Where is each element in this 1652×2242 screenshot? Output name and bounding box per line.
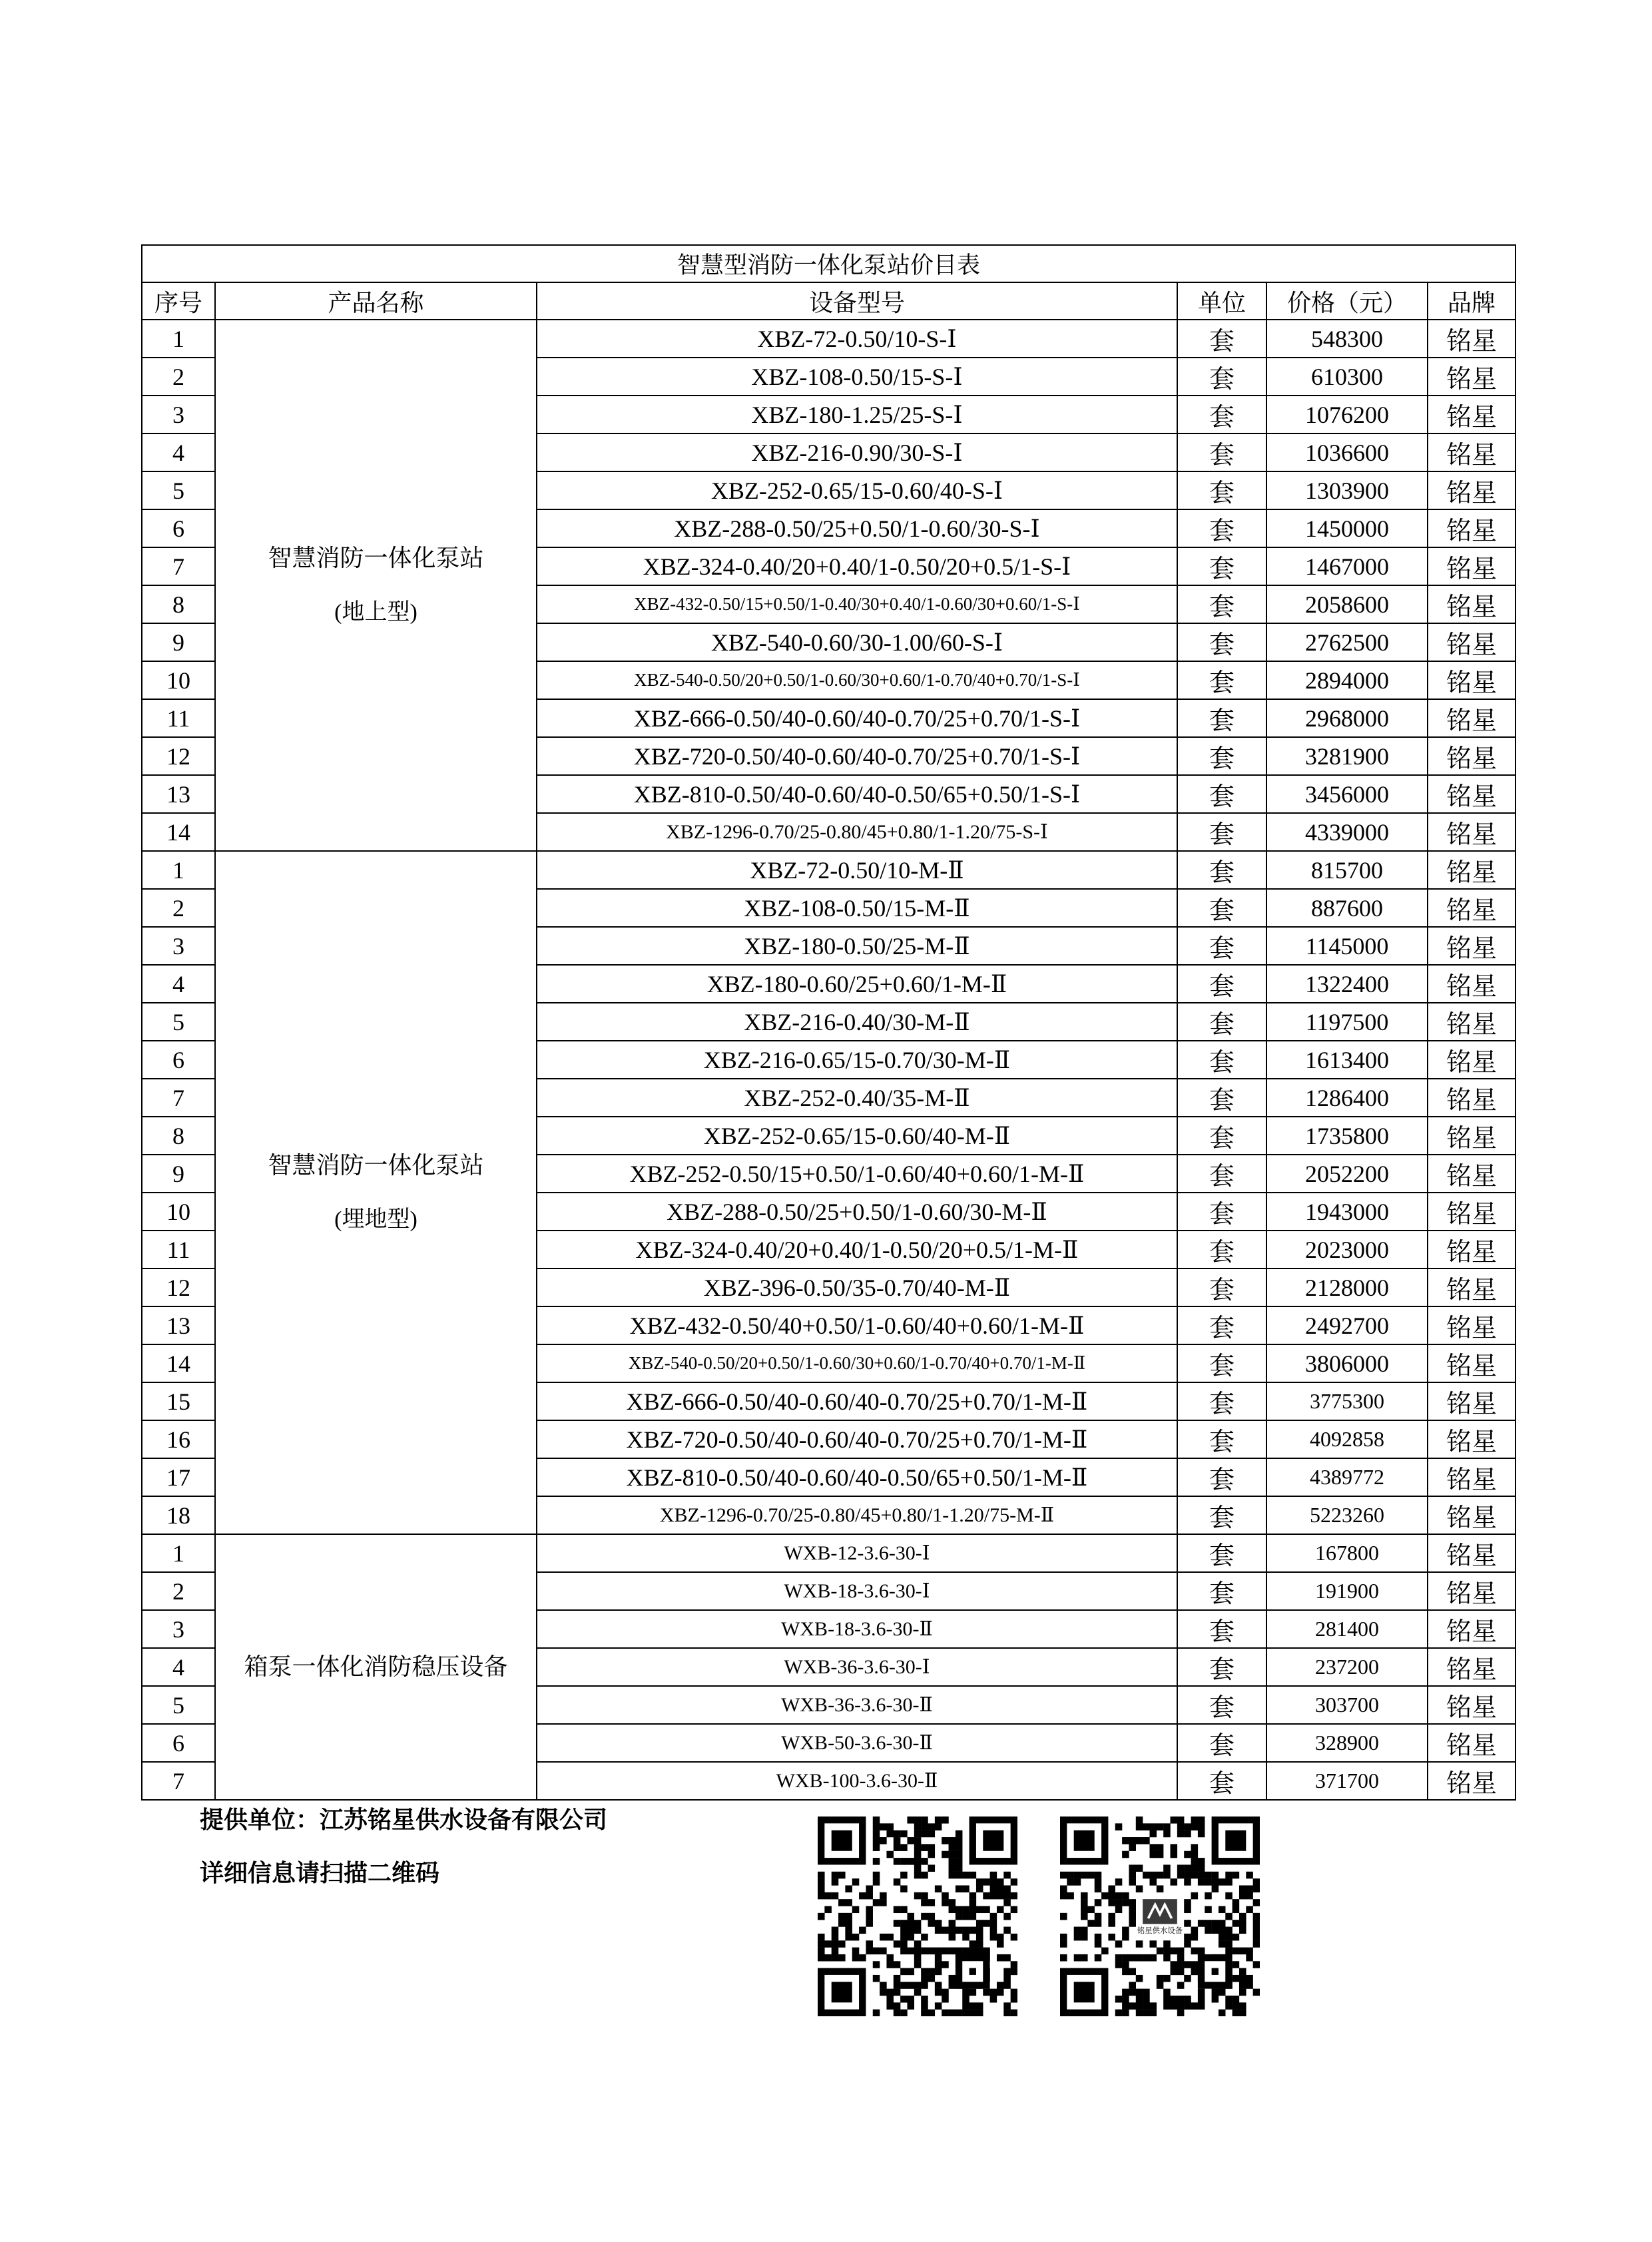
unit-cell: 套 bbox=[1177, 358, 1266, 396]
brand-cell: 铭星 bbox=[1428, 1344, 1515, 1382]
price-cell: 5223260 bbox=[1266, 1496, 1428, 1534]
header-price: 价格（元） bbox=[1266, 282, 1428, 320]
brand-cell: 铭星 bbox=[1428, 1268, 1515, 1306]
price-cell: 3456000 bbox=[1266, 775, 1428, 813]
price-cell: 1613400 bbox=[1266, 1041, 1428, 1079]
row-index: 6 bbox=[142, 509, 215, 547]
provider-text: 提供单位：江苏铭星供水设备有限公司 bbox=[200, 1807, 608, 1834]
brand-cell: 铭星 bbox=[1428, 1610, 1515, 1648]
row-index: 1 bbox=[142, 320, 215, 358]
unit-cell: 套 bbox=[1177, 1079, 1266, 1117]
qr-code-icon bbox=[818, 1817, 1017, 2016]
brand-cell: 铭星 bbox=[1428, 1117, 1515, 1155]
row-index: 7 bbox=[142, 1079, 215, 1117]
model-cell: XBZ-180-1.25/25-S-Ⅰ bbox=[537, 396, 1177, 433]
product-type: (地上型) bbox=[334, 600, 417, 625]
price-cell: 610300 bbox=[1266, 358, 1428, 396]
brand-cell: 铭星 bbox=[1428, 396, 1515, 433]
unit-cell: 套 bbox=[1177, 396, 1266, 433]
row-index: 3 bbox=[142, 927, 215, 965]
price-cell: 1145000 bbox=[1266, 927, 1428, 965]
unit-cell: 套 bbox=[1177, 1762, 1266, 1800]
brand-cell: 铭星 bbox=[1428, 1041, 1515, 1079]
unit-cell: 套 bbox=[1177, 471, 1266, 509]
model-cell: XBZ-72-0.50/10-S-Ⅰ bbox=[537, 320, 1177, 358]
brand-cell: 铭星 bbox=[1428, 547, 1515, 585]
brand-cell: 铭星 bbox=[1428, 1534, 1515, 1572]
product-name-cell bbox=[215, 851, 537, 1534]
model-cell: WXB-36-3.6-30-Ⅱ bbox=[537, 1686, 1177, 1724]
model-cell: XBZ-180-0.50/25-M-Ⅱ bbox=[537, 927, 1177, 965]
model-cell: XBZ-666-0.50/40-0.60/40-0.70/25+0.70/1-S-Ⅰ bbox=[537, 699, 1177, 737]
row-index: 6 bbox=[142, 1041, 215, 1079]
row-index: 14 bbox=[142, 813, 215, 851]
price-cell: 3806000 bbox=[1266, 1344, 1428, 1382]
unit-cell: 套 bbox=[1177, 547, 1266, 585]
brand-cell: 铭星 bbox=[1428, 1686, 1515, 1724]
unit-cell: 套 bbox=[1177, 927, 1266, 965]
row-index: 2 bbox=[142, 1572, 215, 1610]
row-index: 10 bbox=[142, 661, 215, 699]
header-brand: 品牌 bbox=[1428, 282, 1515, 320]
brand-cell: 铭星 bbox=[1428, 1572, 1515, 1610]
brand-cell: 铭星 bbox=[1428, 1306, 1515, 1344]
scan-hint-text: 详细信息请扫描二维码 bbox=[200, 1860, 440, 1887]
table-row bbox=[142, 851, 1515, 889]
brand-cell: 铭星 bbox=[1428, 471, 1515, 509]
qr-code-icon-with-logo bbox=[1060, 1817, 1260, 2016]
unit-cell: 套 bbox=[1177, 1534, 1266, 1572]
product-type: (埋地型) bbox=[334, 1207, 417, 1232]
model-cell: WXB-50-3.6-30-Ⅱ bbox=[537, 1724, 1177, 1762]
model-cell: XBZ-1296-0.70/25-0.80/45+0.80/1-1.20/75-M-Ⅱ bbox=[537, 1496, 1177, 1534]
price-cell: 4339000 bbox=[1266, 813, 1428, 851]
price-cell: 3281900 bbox=[1266, 737, 1428, 775]
model-cell: XBZ-540-0.50/20+0.50/1-0.60/30+0.60/1-0.70/40+0.70/1-M-Ⅱ bbox=[537, 1344, 1177, 1382]
unit-cell: 套 bbox=[1177, 1268, 1266, 1306]
row-index: 1 bbox=[142, 1534, 215, 1572]
model-cell: XBZ-540-0.50/20+0.50/1-0.60/30+0.60/1-0.70/40+0.70/1-S-Ⅰ bbox=[537, 661, 1177, 699]
brand-cell: 铭星 bbox=[1428, 813, 1515, 851]
model-cell: XBZ-432-0.50/15+0.50/1-0.40/30+0.40/1-0.60/30+0.60/1-S-Ⅰ bbox=[537, 585, 1177, 623]
row-index: 4 bbox=[142, 965, 215, 1003]
model-cell: WXB-12-3.6-30-Ⅰ bbox=[537, 1534, 1177, 1572]
model-cell: XBZ-108-0.50/15-S-Ⅰ bbox=[537, 358, 1177, 396]
model-cell: XBZ-810-0.50/40-0.60/40-0.50/65+0.50/1-M-Ⅱ bbox=[537, 1458, 1177, 1496]
model-cell: XBZ-252-0.40/35-M-Ⅱ bbox=[537, 1079, 1177, 1117]
row-index: 14 bbox=[142, 1344, 215, 1382]
brand-cell: 铭星 bbox=[1428, 1420, 1515, 1458]
price-cell: 2894000 bbox=[1266, 661, 1428, 699]
price-cell: 303700 bbox=[1266, 1686, 1428, 1724]
model-cell: XBZ-216-0.90/30-S-Ⅰ bbox=[537, 433, 1177, 471]
unit-cell: 套 bbox=[1177, 1306, 1266, 1344]
price-cell: 281400 bbox=[1266, 1610, 1428, 1648]
row-index: 5 bbox=[142, 1003, 215, 1041]
unit-cell: 套 bbox=[1177, 1117, 1266, 1155]
unit-cell: 套 bbox=[1177, 775, 1266, 813]
model-cell: XBZ-396-0.50/35-0.70/40-M-Ⅱ bbox=[537, 1268, 1177, 1306]
model-cell: WXB-100-3.6-30-Ⅱ bbox=[537, 1762, 1177, 1800]
unit-cell: 套 bbox=[1177, 737, 1266, 775]
row-index: 10 bbox=[142, 1193, 215, 1231]
price-cell: 1467000 bbox=[1266, 547, 1428, 585]
unit-cell: 套 bbox=[1177, 813, 1266, 851]
price-cell: 2762500 bbox=[1266, 623, 1428, 661]
model-cell: XBZ-216-0.40/30-M-Ⅱ bbox=[537, 1003, 1177, 1041]
brand-cell: 铭星 bbox=[1428, 1724, 1515, 1762]
brand-cell: 铭星 bbox=[1428, 965, 1515, 1003]
row-index: 16 bbox=[142, 1420, 215, 1458]
unit-cell: 套 bbox=[1177, 1420, 1266, 1458]
table-body bbox=[142, 320, 1515, 1800]
brand-cell: 铭星 bbox=[1428, 433, 1515, 471]
model-cell: XBZ-324-0.40/20+0.40/1-0.50/20+0.5/1-M-Ⅱ bbox=[537, 1231, 1177, 1268]
row-index: 5 bbox=[142, 1686, 215, 1724]
model-cell: WXB-18-3.6-30-Ⅱ bbox=[537, 1610, 1177, 1648]
unit-cell: 套 bbox=[1177, 1382, 1266, 1420]
row-index: 13 bbox=[142, 775, 215, 813]
price-cell: 4092858 bbox=[1266, 1420, 1428, 1458]
price-cell: 2968000 bbox=[1266, 699, 1428, 737]
price-cell: 1735800 bbox=[1266, 1117, 1428, 1155]
brand-cell: 铭星 bbox=[1428, 1003, 1515, 1041]
product-name-cell bbox=[215, 320, 537, 851]
price-cell: 1943000 bbox=[1266, 1193, 1428, 1231]
brand-cell: 铭星 bbox=[1428, 1382, 1515, 1420]
brand-cell: 铭星 bbox=[1428, 1193, 1515, 1231]
row-index: 3 bbox=[142, 396, 215, 433]
price-cell: 815700 bbox=[1266, 851, 1428, 889]
brand-cell: 铭星 bbox=[1428, 623, 1515, 661]
unit-cell: 套 bbox=[1177, 1003, 1266, 1041]
price-cell: 2058600 bbox=[1266, 585, 1428, 623]
row-index: 8 bbox=[142, 585, 215, 623]
price-cell: 2128000 bbox=[1266, 1268, 1428, 1306]
row-index: 4 bbox=[142, 1648, 215, 1686]
model-cell: WXB-18-3.6-30-Ⅰ bbox=[537, 1572, 1177, 1610]
price-cell: 1036600 bbox=[1266, 433, 1428, 471]
price-cell: 167800 bbox=[1266, 1534, 1428, 1572]
price-cell: 1197500 bbox=[1266, 1003, 1428, 1041]
header-index: 序号 bbox=[142, 282, 215, 320]
unit-cell: 套 bbox=[1177, 965, 1266, 1003]
unit-cell: 套 bbox=[1177, 1686, 1266, 1724]
table-row bbox=[142, 320, 1515, 358]
row-index: 7 bbox=[142, 547, 215, 585]
price-table bbox=[141, 244, 1516, 1801]
model-cell: XBZ-252-0.65/15-0.60/40-M-Ⅱ bbox=[537, 1117, 1177, 1155]
row-index: 7 bbox=[142, 1762, 215, 1800]
price-cell: 2492700 bbox=[1266, 1306, 1428, 1344]
brand-cell: 铭星 bbox=[1428, 927, 1515, 965]
row-index: 18 bbox=[142, 1496, 215, 1534]
price-cell: 1322400 bbox=[1266, 965, 1428, 1003]
price-cell: 371700 bbox=[1266, 1762, 1428, 1800]
brand-cell: 铭星 bbox=[1428, 737, 1515, 775]
model-cell: XBZ-1296-0.70/25-0.80/45+0.80/1-1.20/75-S-Ⅰ bbox=[537, 813, 1177, 851]
brand-cell: 铭星 bbox=[1428, 358, 1515, 396]
row-index: 17 bbox=[142, 1458, 215, 1496]
row-index: 8 bbox=[142, 1117, 215, 1155]
header-unit: 单位 bbox=[1177, 282, 1266, 320]
brand-cell: 铭星 bbox=[1428, 1458, 1515, 1496]
price-cell: 548300 bbox=[1266, 320, 1428, 358]
brand-cell: 铭星 bbox=[1428, 1762, 1515, 1800]
model-cell: XBZ-108-0.50/15-M-Ⅱ bbox=[537, 889, 1177, 927]
price-cell: 191900 bbox=[1266, 1572, 1428, 1610]
unit-cell: 套 bbox=[1177, 889, 1266, 927]
unit-cell: 套 bbox=[1177, 1155, 1266, 1193]
row-index: 6 bbox=[142, 1724, 215, 1762]
model-cell: XBZ-324-0.40/20+0.40/1-0.50/20+0.5/1-S-Ⅰ bbox=[537, 547, 1177, 585]
model-cell: XBZ-540-0.60/30-1.00/60-S-Ⅰ bbox=[537, 623, 1177, 661]
product-name: 智慧消防一体化泵站 bbox=[268, 1152, 484, 1179]
model-cell: XBZ-72-0.50/10-M-Ⅱ bbox=[537, 851, 1177, 889]
model-cell: XBZ-252-0.50/15+0.50/1-0.60/40+0.60/1-M-Ⅱ bbox=[537, 1155, 1177, 1193]
brand-cell: 铭星 bbox=[1428, 851, 1515, 889]
brand-cell: 铭星 bbox=[1428, 509, 1515, 547]
price-cell: 2023000 bbox=[1266, 1231, 1428, 1268]
product-name: 箱泵一体化消防稳压设备 bbox=[244, 1653, 508, 1681]
unit-cell: 套 bbox=[1177, 509, 1266, 547]
price-cell: 1286400 bbox=[1266, 1079, 1428, 1117]
row-index: 12 bbox=[142, 737, 215, 775]
price-cell: 3775300 bbox=[1266, 1382, 1428, 1420]
row-index: 4 bbox=[142, 433, 215, 471]
price-cell: 328900 bbox=[1266, 1724, 1428, 1762]
unit-cell: 套 bbox=[1177, 1648, 1266, 1686]
model-cell: XBZ-720-0.50/40-0.60/40-0.70/25+0.70/1-S-Ⅰ bbox=[537, 737, 1177, 775]
svg-text:铭星供水设备: 铭星供水设备 bbox=[1137, 1925, 1183, 1935]
unit-cell: 套 bbox=[1177, 320, 1266, 358]
row-index: 11 bbox=[142, 1231, 215, 1268]
product-name: 智慧消防一体化泵站 bbox=[268, 545, 484, 572]
unit-cell: 套 bbox=[1177, 433, 1266, 471]
row-index: 12 bbox=[142, 1268, 215, 1306]
price-cell: 2052200 bbox=[1266, 1155, 1428, 1193]
row-index: 9 bbox=[142, 1155, 215, 1193]
price-cell: 887600 bbox=[1266, 889, 1428, 927]
model-cell: XBZ-432-0.50/40+0.50/1-0.60/40+0.60/1-M-Ⅱ bbox=[537, 1306, 1177, 1344]
price-cell: 237200 bbox=[1266, 1648, 1428, 1686]
unit-cell: 套 bbox=[1177, 1344, 1266, 1382]
row-index: 1 bbox=[142, 851, 215, 889]
unit-cell: 套 bbox=[1177, 1231, 1266, 1268]
unit-cell: 套 bbox=[1177, 623, 1266, 661]
table-title: 智慧型消防一体化泵站价目表 bbox=[142, 245, 1515, 282]
brand-cell: 铭星 bbox=[1428, 661, 1515, 699]
brand-cell: 铭星 bbox=[1428, 775, 1515, 813]
row-index: 15 bbox=[142, 1382, 215, 1420]
brand-cell: 铭星 bbox=[1428, 1079, 1515, 1117]
price-cell: 1303900 bbox=[1266, 471, 1428, 509]
row-index: 11 bbox=[142, 699, 215, 737]
model-cell: XBZ-720-0.50/40-0.60/40-0.70/25+0.70/1-M-Ⅱ bbox=[537, 1420, 1177, 1458]
model-cell: XBZ-288-0.50/25+0.50/1-0.60/30-M-Ⅱ bbox=[537, 1193, 1177, 1231]
brand-cell: 铭星 bbox=[1428, 699, 1515, 737]
price-cell: 4389772 bbox=[1266, 1458, 1428, 1496]
row-index: 13 bbox=[142, 1306, 215, 1344]
model-cell: XBZ-666-0.50/40-0.60/40-0.70/25+0.70/1-M-Ⅱ bbox=[537, 1382, 1177, 1420]
row-index: 2 bbox=[142, 889, 215, 927]
table-row bbox=[142, 1534, 1515, 1572]
model-cell: XBZ-810-0.50/40-0.60/40-0.50/65+0.50/1-S-Ⅰ bbox=[537, 775, 1177, 813]
header-product: 产品名称 bbox=[215, 282, 537, 320]
header-model: 设备型号 bbox=[537, 282, 1177, 320]
row-index: 3 bbox=[142, 1610, 215, 1648]
model-cell: XBZ-180-0.60/25+0.60/1-M-Ⅱ bbox=[537, 965, 1177, 1003]
unit-cell: 套 bbox=[1177, 1041, 1266, 1079]
brand-cell: 铭星 bbox=[1428, 320, 1515, 358]
unit-cell: 套 bbox=[1177, 1724, 1266, 1762]
unit-cell: 套 bbox=[1177, 1193, 1266, 1231]
unit-cell: 套 bbox=[1177, 585, 1266, 623]
model-cell: WXB-36-3.6-30-Ⅰ bbox=[537, 1648, 1177, 1686]
brand-cell: 铭星 bbox=[1428, 1496, 1515, 1534]
row-index: 2 bbox=[142, 358, 215, 396]
unit-cell: 套 bbox=[1177, 1572, 1266, 1610]
brand-cell: 铭星 bbox=[1428, 1155, 1515, 1193]
brand-cell: 铭星 bbox=[1428, 1648, 1515, 1686]
model-cell: XBZ-216-0.65/15-0.70/30-M-Ⅱ bbox=[537, 1041, 1177, 1079]
unit-cell: 套 bbox=[1177, 1458, 1266, 1496]
brand-cell: 铭星 bbox=[1428, 1231, 1515, 1268]
model-cell: XBZ-288-0.50/25+0.50/1-0.60/30-S-Ⅰ bbox=[537, 509, 1177, 547]
price-cell: 1450000 bbox=[1266, 509, 1428, 547]
product-name-cell bbox=[215, 1534, 537, 1800]
brand-cell: 铭星 bbox=[1428, 585, 1515, 623]
price-cell: 1076200 bbox=[1266, 396, 1428, 433]
row-index: 5 bbox=[142, 471, 215, 509]
unit-cell: 套 bbox=[1177, 1610, 1266, 1648]
row-index: 9 bbox=[142, 623, 215, 661]
unit-cell: 套 bbox=[1177, 699, 1266, 737]
brand-cell: 铭星 bbox=[1428, 889, 1515, 927]
unit-cell: 套 bbox=[1177, 1496, 1266, 1534]
unit-cell: 套 bbox=[1177, 851, 1266, 889]
model-cell: XBZ-252-0.65/15-0.60/40-S-Ⅰ bbox=[537, 471, 1177, 509]
unit-cell: 套 bbox=[1177, 661, 1266, 699]
